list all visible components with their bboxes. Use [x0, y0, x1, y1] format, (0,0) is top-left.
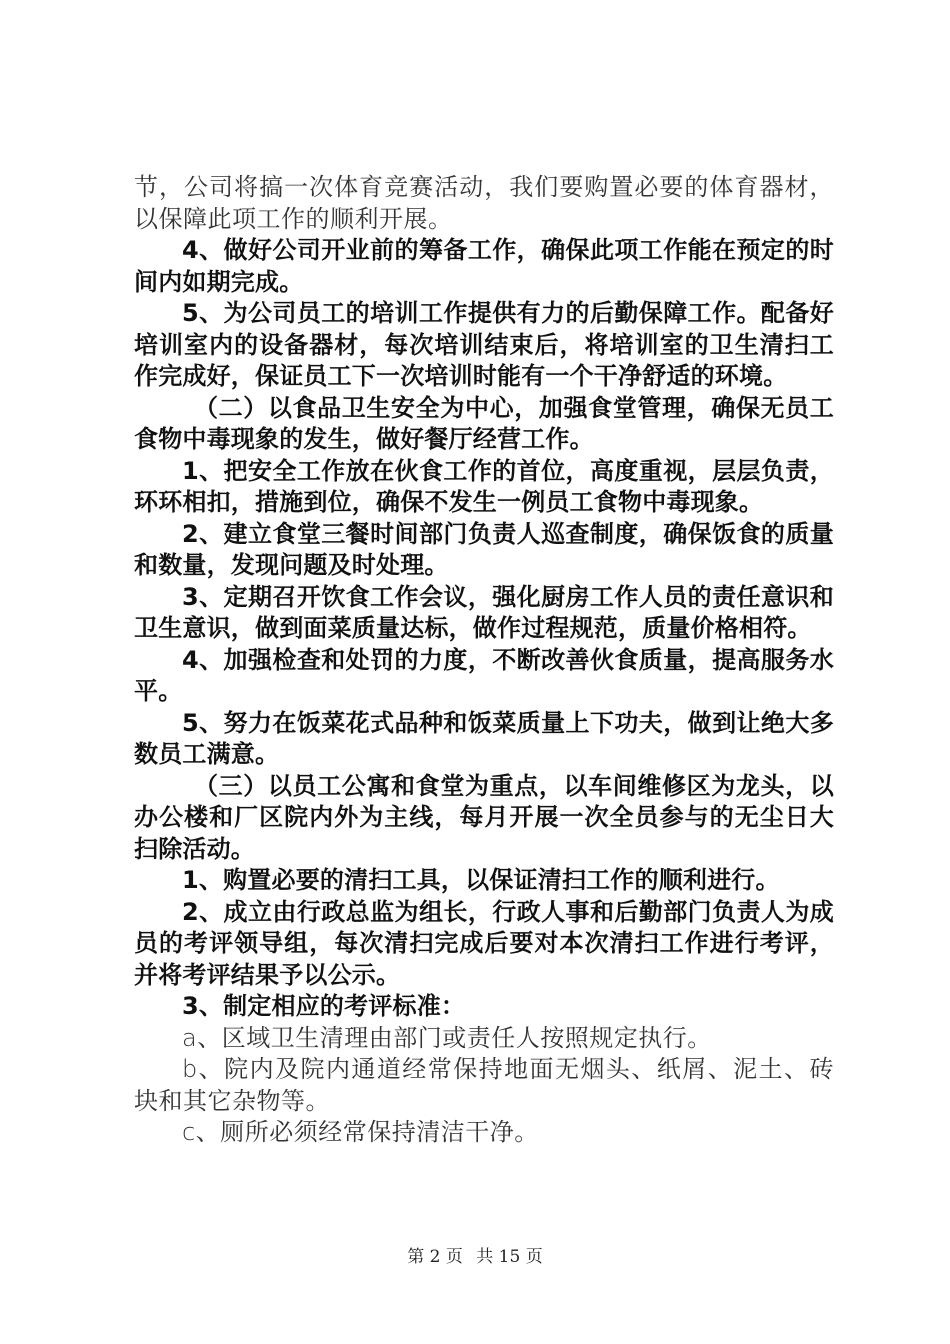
paragraph: 2、成立由行政总监为组长，行政人事和后勤部门负责人为成员的考评领导组，每次清扫完成后要对本次清扫工作进行考评，并将考评结果予以公示。 — [134, 897, 834, 989]
paragraph: a、区域卫生清理由部门或责任人按照规定执行。 — [182, 1023, 712, 1052]
paragraph: 4、做好公司开业前的筹备工作，确保此项工作能在预定的时间内如期完成。 — [134, 236, 834, 296]
document-body — [134, 172, 834, 1149]
paragraph: b、院内及院内通道经常保持地面无烟头、纸屑、泥土、砖块和其它杂物等。 — [134, 1055, 834, 1115]
paragraph: 5、为公司员工的培训工作提供有力的后勤保障工作。配备好培训室内的设备器材，每次培训结束后，将培训室的卫生清扫工作完成好，保证员工下一次培训时能有一个干净舒适的环境。 — [134, 299, 834, 390]
paragraph: 1、把安全工作放在伙食工作的首位，高度重视，层层负责，环环相扣，措施到位，确保不发生一例员工食物中毒现象。 — [134, 456, 834, 516]
section-heading: （二）以食品卫生安全为中心，加强食堂管理，确保无员工食物中毒现象的发生，做好餐厅经营工作。 — [134, 393, 834, 453]
paragraph: 5、努力在饭菜花式品种和饭菜质量上下功夫，做到让绝大多数员工满意。 — [134, 708, 834, 768]
page-number: 第 2 页 — [407, 1247, 463, 1267]
section-heading: （三）以员工公寓和食堂为重点，以车间维修区为龙头，以办公楼和厂区院内外为主线，每月开展一次全员参与的无尘日大扫除活动。 — [134, 771, 834, 863]
page-footer — [0, 1242, 950, 1267]
paragraph: 4、加强检查和处罚的力度，不断改善伙食质量，提高服务水平。 — [134, 645, 834, 705]
paragraph: 3、定期召开饮食工作会议，强化厨房工作人员的责任意识和卫生意识，做到面菜质量达标，做作过程规范，质量价格相符。 — [134, 582, 834, 642]
paragraph: 2、建立食堂三餐时间部门负责人巡查制度，确保饭食的质量和数量，发现问题及时处理。 — [134, 519, 834, 579]
paragraph: 1、购置必要的清扫工具，以保证清扫工作的顺利进行。 — [182, 866, 780, 894]
paragraph: 3、制定相应的考评标准： — [182, 992, 466, 1020]
paragraph: c、厕所必须经常保持清洁干净。 — [182, 1118, 539, 1146]
paragraph: 节，公司将搞一次体育竞赛活动，我们要购置必要的体育器材，以保障此项工作的顺利开展。 — [134, 173, 834, 233]
page-total: 共 15 页 — [476, 1247, 543, 1267]
